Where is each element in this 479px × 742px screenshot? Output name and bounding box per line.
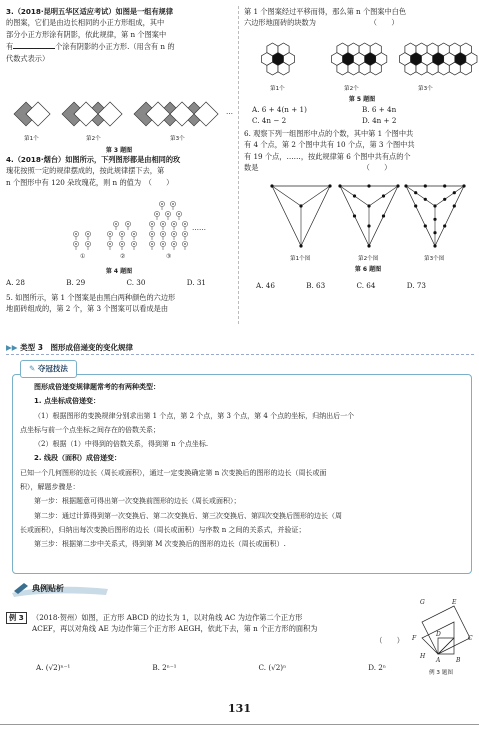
point-label-d: D: [436, 631, 441, 638]
q4-choices: [6, 277, 206, 288]
q3-line5: 代数式表示）: [6, 53, 50, 63]
hexagon-tile: [405, 62, 416, 75]
q6-line1: 6. 观察下列一组图形中点的个数，其中第 1 个图中共: [244, 129, 414, 138]
point-label-e: E: [452, 599, 457, 606]
page-number: 131: [228, 702, 251, 715]
hexagon-tile: [370, 62, 381, 75]
q5-fig-label-3: 第3个: [418, 86, 433, 92]
q4-fig-label-2: ②: [120, 253, 126, 260]
answer-blank[interactable]: [13, 40, 55, 49]
q6-choice-d[interactable]: D. 73: [406, 281, 426, 290]
q3-line4: 有 个涂有阴影的小正方形.（用含有 n 的: [6, 42, 175, 52]
q3-line1: 3.（2018·昆明五华区适应考试）如图是一组有规律: [6, 7, 174, 16]
q6-line4: 数是 （ ）: [244, 163, 392, 173]
rose-icon: [171, 231, 176, 240]
hexagon-tile: [267, 62, 278, 75]
rose-icon: [170, 201, 175, 210]
example-choice-a[interactable]: A. (√2)ⁿ⁻¹: [36, 663, 71, 672]
rose-icon: [131, 241, 136, 250]
q5-choice-d[interactable]: D. 4n + 2: [362, 116, 397, 126]
rose-icon: [149, 221, 154, 230]
hexagon-tile: [278, 62, 289, 75]
q4-fig-label-3: ③: [166, 253, 172, 260]
rose-icon: [119, 241, 124, 250]
q6-fig-caption: 第 6 题图: [354, 266, 382, 273]
pencil-icon: ✎: [29, 364, 36, 373]
section-header: [6, 342, 133, 353]
tips-line: 第三步：根据第二步中关系式，得到第 M 次变换后的图形的边长（周长或面积）.: [34, 540, 286, 549]
example-figure: [408, 596, 476, 666]
example-line2: ACEF，再以对角线 AE 为边作第三个正方形 AEGH，依此下去，第 n 个正方形的面积为: [32, 624, 318, 634]
hexagon-tile: [359, 43, 370, 56]
tips-line: 积），解题步骤是：: [20, 483, 80, 492]
example-blank: （ ）: [375, 635, 404, 645]
hexagon-tile: [405, 43, 416, 56]
rose-icon: [149, 231, 154, 240]
tips-line: 1. 点坐标成倍递变：: [34, 397, 100, 406]
example-choice-b[interactable]: B. 2ⁿ⁻¹: [152, 663, 177, 672]
example-header: 典例贴析: [10, 581, 110, 597]
rose-icon: [171, 241, 176, 250]
point-label-f: F: [412, 635, 417, 642]
tips-line: 长或面积），归纳出每次变换后图形的边长（周长或面积）与序数 n 之间的关系式，并验证；: [20, 525, 306, 534]
rose-icon: [182, 231, 187, 240]
q6-figure: [268, 176, 468, 258]
example-choice-c[interactable]: C. (√2)ⁿ: [258, 663, 287, 672]
q6-choice-c[interactable]: C. 64: [356, 281, 376, 290]
tips-tag: ✎ 夺冠技法: [20, 360, 77, 378]
tips-line: 点坐标与前一个点坐标之间存在的倍数关系；: [20, 425, 160, 434]
q5-fig-label-1: 第1个: [270, 86, 285, 92]
tips-line: 2. 线段（面积）成倍递变：: [34, 454, 121, 463]
rose-icon: [160, 221, 165, 230]
example-fig-caption: 例 3 题图: [429, 670, 453, 676]
tips-line: 第一步：根据题意可得出第一次变换前图形的边长（周长或面积）；: [34, 497, 241, 506]
tips-line: 图形成倍递变规律题常考的有两种类型：: [34, 383, 160, 391]
hexagon-tile: [278, 43, 289, 56]
q4-fig-caption: 第 4 题图: [105, 268, 133, 275]
q4-line1: 4.（2018·烟台）如图所示，下列图形都是由相同的玫: [6, 155, 181, 164]
rose-icon: [171, 221, 176, 230]
q3-line2: 的图案，它们是由边长相同的小正方形组成，其中: [6, 18, 165, 28]
point-label-g: G: [420, 599, 425, 606]
q4-choice-a[interactable]: A. 28: [6, 278, 25, 287]
q5-figure: [252, 32, 472, 90]
q4-figure: [6, 200, 232, 262]
q3-fig-label-2: 第2个: [86, 136, 101, 142]
tips-line: （1）根据图形的变换规律分别求出第 1 个点，第 2 个点，第 3 个点，第 4 个点的坐标，归纳出后一个: [34, 411, 355, 420]
rose-icon: [165, 211, 170, 220]
q6-triangle: [270, 184, 331, 247]
q6-fig-label-2: 第2个图: [358, 256, 379, 262]
q5-choice-b[interactable]: B. 6 + 4n: [362, 105, 397, 114]
q5-choices-row1: [252, 104, 422, 115]
hexagon-tile: [449, 62, 460, 75]
example-line1: （2018·贺州）如图，正方形 ABCD 的边长为 1，以对角线 AC 为边作第二个正方形: [32, 613, 303, 622]
q6-line2: 有 4 个点，第 2 个图中共有 10 个点，第 3 个图中共: [244, 140, 415, 150]
tips-line: （2）根据（1）中得到的倍数关系，得到第 n 个点坐标.: [34, 440, 209, 449]
hexagon-tile: [337, 62, 348, 75]
svg-text:…: …: [226, 108, 233, 116]
q3-fig-label-3: 第3个: [170, 136, 185, 142]
q3-fig-labels: [6, 134, 232, 144]
tips-line: 第二步：通过计算得到第一次变换后、第二次变换后、第三次变换后、第四次变换后图形的边长（周: [34, 511, 342, 520]
tips-line: 已知一个几何图形的边长（周长或面积），通过一定变换确定第 n 次变换后的图形的边长（周长或面: [20, 468, 327, 477]
rose-icon: [176, 211, 181, 220]
q5-line3: 第 1 个图案经过平移而得，那么第 n 个图案中白色: [244, 7, 407, 16]
q6-choice-a[interactable]: A. 46: [256, 281, 275, 290]
rose-icon: [73, 241, 78, 250]
hexagon-tile: [427, 43, 438, 56]
q6-fig-label-3: 第3个图: [424, 256, 445, 262]
hexagon-tile: [359, 62, 370, 75]
rose-icon: [85, 241, 90, 250]
q5-fig-labels: [252, 84, 472, 94]
q6-choices: [256, 280, 426, 291]
point-label-a: A: [436, 657, 441, 664]
section-rule: [6, 354, 474, 355]
rose-icon: [182, 221, 187, 230]
hexagon-tile: [267, 43, 278, 56]
hexagon-tile: [449, 43, 460, 56]
point-label-h: H: [420, 653, 426, 660]
q5-fig-label-2: 第2个: [344, 86, 359, 92]
rose-icon: [125, 221, 130, 230]
q5-choice-c[interactable]: C. 4n − 2: [252, 116, 287, 126]
column-divider: [238, 6, 239, 324]
q6-triangle: [338, 184, 399, 247]
q5-choice-a[interactable]: A. 6 + 4(n + 1): [252, 105, 307, 114]
q5-line4: 六边形地面砖的块数为 （ ）: [244, 18, 399, 28]
q6-fig-label-1: 第1个图: [290, 256, 311, 262]
q4-choice-b[interactable]: B. 29: [66, 278, 86, 287]
q6-fig-labels: [268, 254, 468, 264]
q4-fig-label-1: ①: [80, 253, 86, 260]
footer-rule: [0, 724, 479, 725]
rose-icon: [113, 221, 118, 230]
hexagon-tile: [460, 62, 471, 75]
square-aegh: [422, 606, 470, 654]
rose-icon: [160, 241, 165, 250]
q4-line2: 瑰花按照一定的规律摆成的，按此规律摆下去，第: [6, 166, 165, 176]
example-choices: [36, 662, 386, 673]
rose-icon: [149, 241, 154, 250]
point-label-c: C: [468, 635, 473, 642]
q5-line2: 地面砖组成的，第 2 个，第 3 个图案可以看成是由: [6, 304, 169, 314]
rose-icon: [107, 231, 112, 240]
hexagon-tile: [460, 43, 471, 56]
hexagon-tile: [370, 43, 381, 56]
rose-icon: [119, 231, 124, 240]
q6-choice-b[interactable]: B. 63: [306, 281, 326, 290]
q3-line3: 部分小正方形涂有阴影，依此规律，第 n 个图案中: [6, 29, 167, 39]
q4-choice-d[interactable]: D. 31: [186, 278, 206, 287]
rose-icon: [154, 211, 159, 220]
example-label: 例 3: [6, 612, 27, 624]
example-choice-d[interactable]: D. 2ⁿ: [368, 663, 386, 672]
rose-icon: [182, 241, 187, 250]
q5-fig-caption: 第 5 题图: [348, 96, 376, 103]
q6-line3: 有 19 个点，……，按此规律第 6 个图中共有点的个: [244, 151, 411, 161]
rose-icon: [159, 201, 164, 210]
rose-icon: [131, 231, 136, 240]
rose-icon: [107, 241, 112, 250]
q5-line1: 5. 如图所示，第 1 个图案是由黑白两种颜色的六边形: [6, 293, 176, 302]
q3-fig-label-1: 第1个: [24, 136, 39, 142]
q5-choices-row2: [252, 115, 422, 126]
q3-fig-caption: 第 3 题图: [105, 147, 133, 154]
tips-content: [20, 380, 464, 552]
double-arrow-icon: ▶▶: [6, 343, 18, 352]
q4-line3: n 个图形中有 120 朵玫瑰花，则 n 的值为 （ ）: [6, 177, 174, 187]
ellipsis: ……: [192, 224, 206, 232]
rose-icon: [85, 231, 90, 240]
hexagon-tile: [337, 43, 348, 56]
q6-triangle: [404, 184, 465, 247]
point-label-b: B: [456, 657, 461, 664]
rose-icon: [73, 231, 78, 240]
rose-icon: [160, 231, 165, 240]
section-title: 类型 3 图形成倍递变的变化规律: [20, 343, 134, 352]
q4-choice-c[interactable]: C. 30: [126, 278, 146, 287]
hexagon-tile: [427, 62, 438, 75]
